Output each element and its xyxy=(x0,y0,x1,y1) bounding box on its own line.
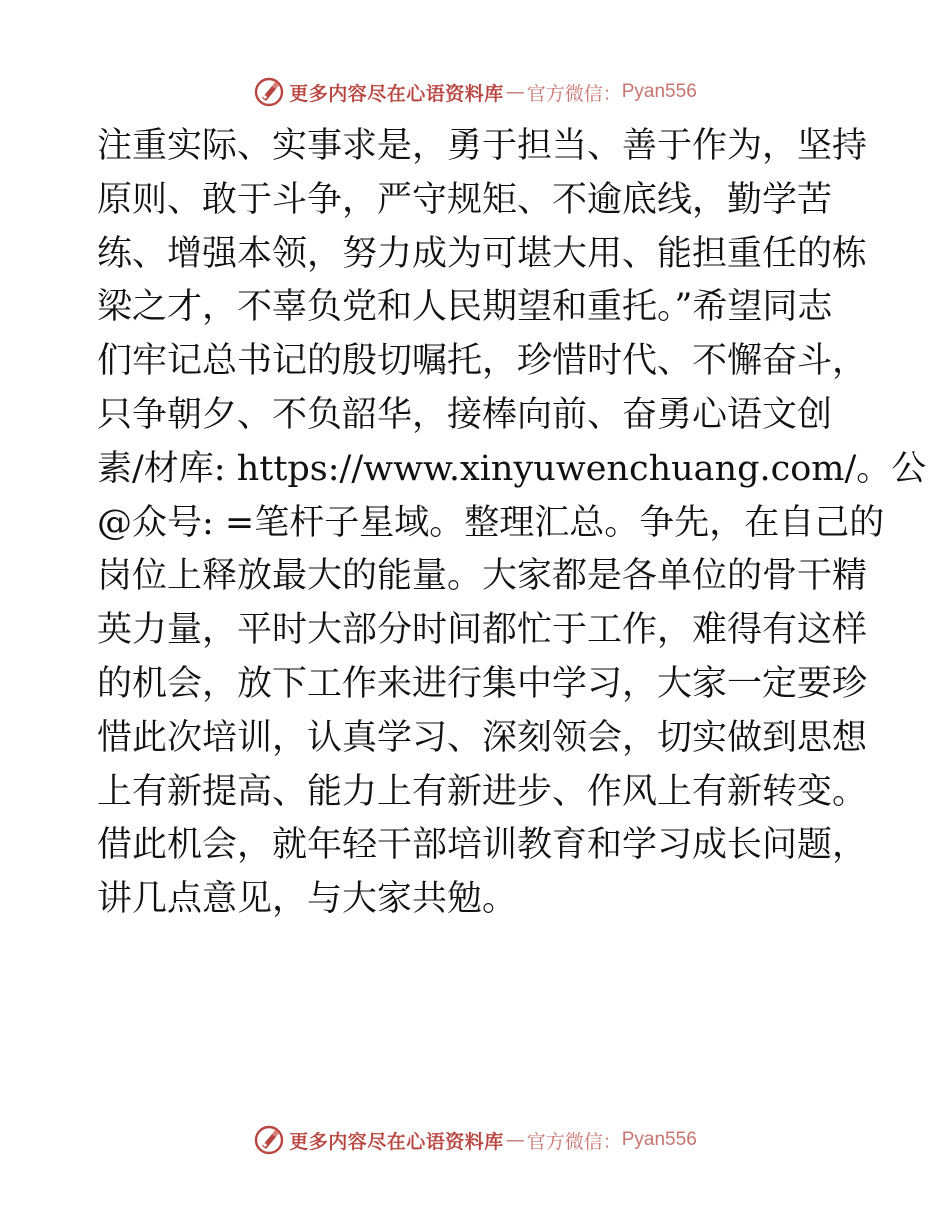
body-line: 惜此次培训，认真学习、深刻领会，切实做到思想 xyxy=(97,717,868,758)
body-line: @众号: =笔杆子星域。整理汇总。争先，在自己的 xyxy=(97,502,885,543)
wechat-label: 官方微信： xyxy=(526,82,622,105)
pen-nib-circle-icon xyxy=(253,1124,285,1156)
body-line: 岗位上释放最大的能量。大家都是各单位的骨干精 xyxy=(97,556,868,597)
body-line: 讲几点意见，与大家共勉。 xyxy=(97,879,518,920)
header-banner xyxy=(0,72,950,112)
body-line: 梁之才，不辜负党和人民期望和重托。”希望同志 xyxy=(97,287,833,328)
body-line: 上有新提高、能力上有新进步、作风上有新转变。 xyxy=(97,771,868,812)
body-line: 原则、敢于斗争，严守规矩、不逾底线，勤学苦 xyxy=(97,179,833,220)
body-line: 们牢记总书记的殷切嘱托，珍惜时代、不懈奋斗， xyxy=(97,341,868,382)
site-name: 更多内容尽在心语资料库 xyxy=(289,82,504,105)
pen-nib-circle-icon xyxy=(253,76,285,108)
separator-dash: — xyxy=(505,1129,525,1151)
body-line: 英力量，平时大部分时间都忙于工作，难得有这样 xyxy=(97,610,868,651)
wechat-label: 官方微信： xyxy=(526,1130,622,1153)
body-line: 练、增强本领，努力成为可堪大用、能担重任的栋 xyxy=(97,233,868,274)
body-line: 注重实际、实事求是，勇于担当、善于作为，坚持 xyxy=(97,126,868,166)
body-line: 的机会，放下工作来进行集中学习，大家一定要珍 xyxy=(97,663,868,704)
site-name: 更多内容尽在心语资料库 xyxy=(289,1130,504,1153)
wechat-id: Pyan556 xyxy=(621,81,697,102)
document-body xyxy=(97,120,927,927)
body-line: 借此机会，就年轻干部培训教育和学习成长问题， xyxy=(97,825,868,866)
footer-banner xyxy=(0,1120,950,1160)
body-line: 只争朝夕、不负韶华，接棒向前、奋勇心语文创 xyxy=(97,394,833,435)
wechat-id: Pyan556 xyxy=(621,1129,697,1150)
body-line: 素/材库: https://www.xinyuwenchuang.com/。公 xyxy=(97,448,927,489)
separator-dash: — xyxy=(505,81,525,103)
